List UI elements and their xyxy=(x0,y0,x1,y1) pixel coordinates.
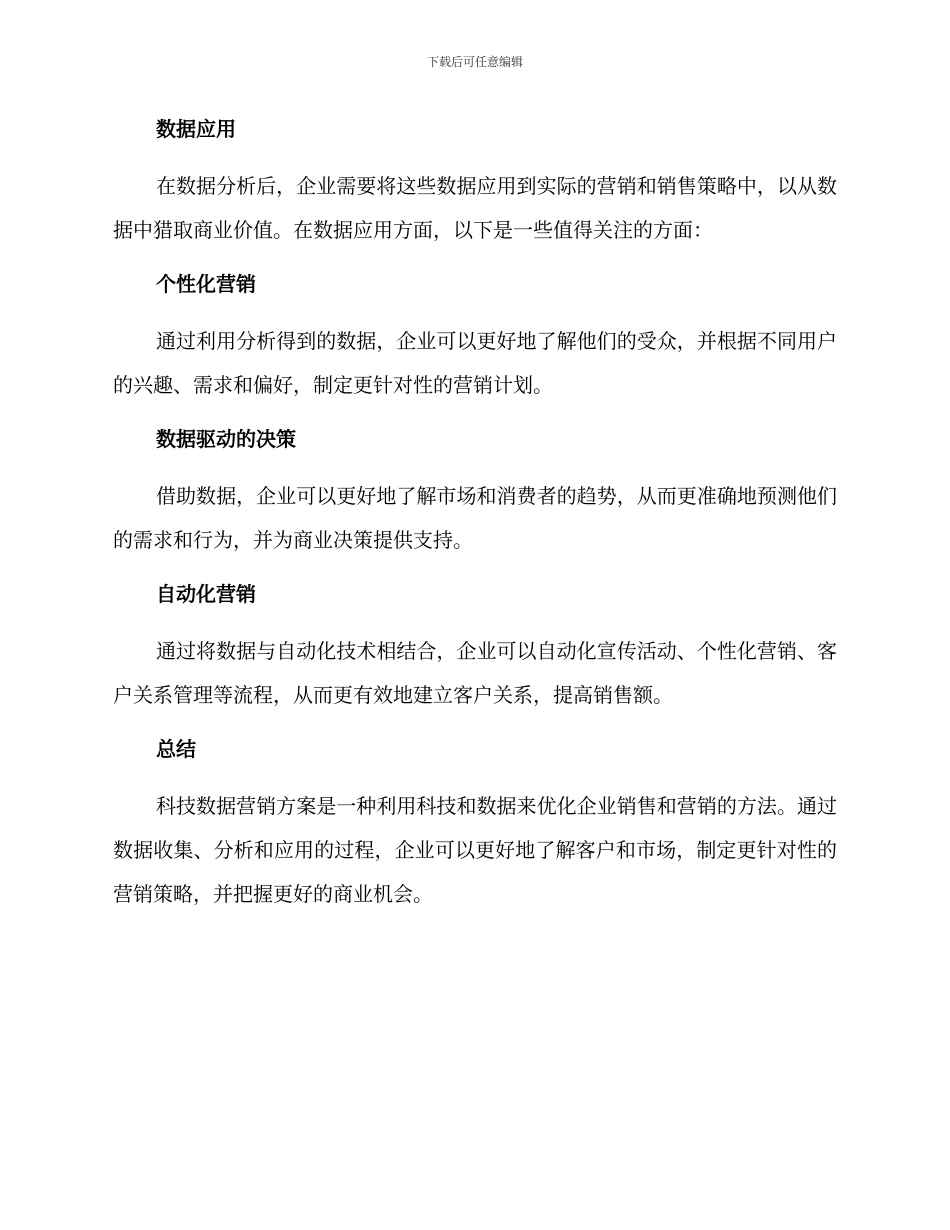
section-heading: 数据驱动的决策 xyxy=(156,427,296,451)
section-data-application xyxy=(113,112,837,267)
page-header: 下载后可任意编辑 xyxy=(426,55,523,69)
section-paragraph: 在数据分析后，企业需要将这些数据应用到实际的营销和销售策略中，以从数据中猎取商业价值。在数据应用方面，以下是一些值得关注的方面： xyxy=(113,174,837,242)
section-paragraph: 通过利用分析得到的数据，企业可以更好地了解他们的受众，并根据不同用户的兴趣、需求和偏好，制定更针对性的营销计划。 xyxy=(113,329,837,397)
section-data-driven-decisions xyxy=(113,422,837,577)
section-heading: 个性化营销 xyxy=(156,272,256,296)
section-personalized-marketing xyxy=(113,267,837,422)
section-automated-marketing xyxy=(113,577,837,732)
section-heading: 总结 xyxy=(156,737,196,761)
section-heading: 数据应用 xyxy=(156,117,236,141)
document-body xyxy=(113,112,837,916)
section-paragraph: 通过将数据与自动化技术相结合，企业可以自动化宣传活动、个性化营销、客户关系管理等流程，从而更有效地建立客户关系，提高销售额。 xyxy=(113,639,837,707)
section-summary xyxy=(113,732,837,916)
section-heading: 自动化营销 xyxy=(156,582,256,606)
section-paragraph: 借助数据，企业可以更好地了解市场和消费者的趋势，从而更准确地预测他们的需求和行为，并为商业决策提供支持。 xyxy=(113,484,837,552)
section-paragraph: 科技数据营销方案是一种利用科技和数据来优化企业销售和营销的方法。通过数据收集、分析和应用的过程，企业可以更好地了解客户和市场，制定更针对性的营销策略，并把握更好的商业机会。 xyxy=(113,794,837,906)
